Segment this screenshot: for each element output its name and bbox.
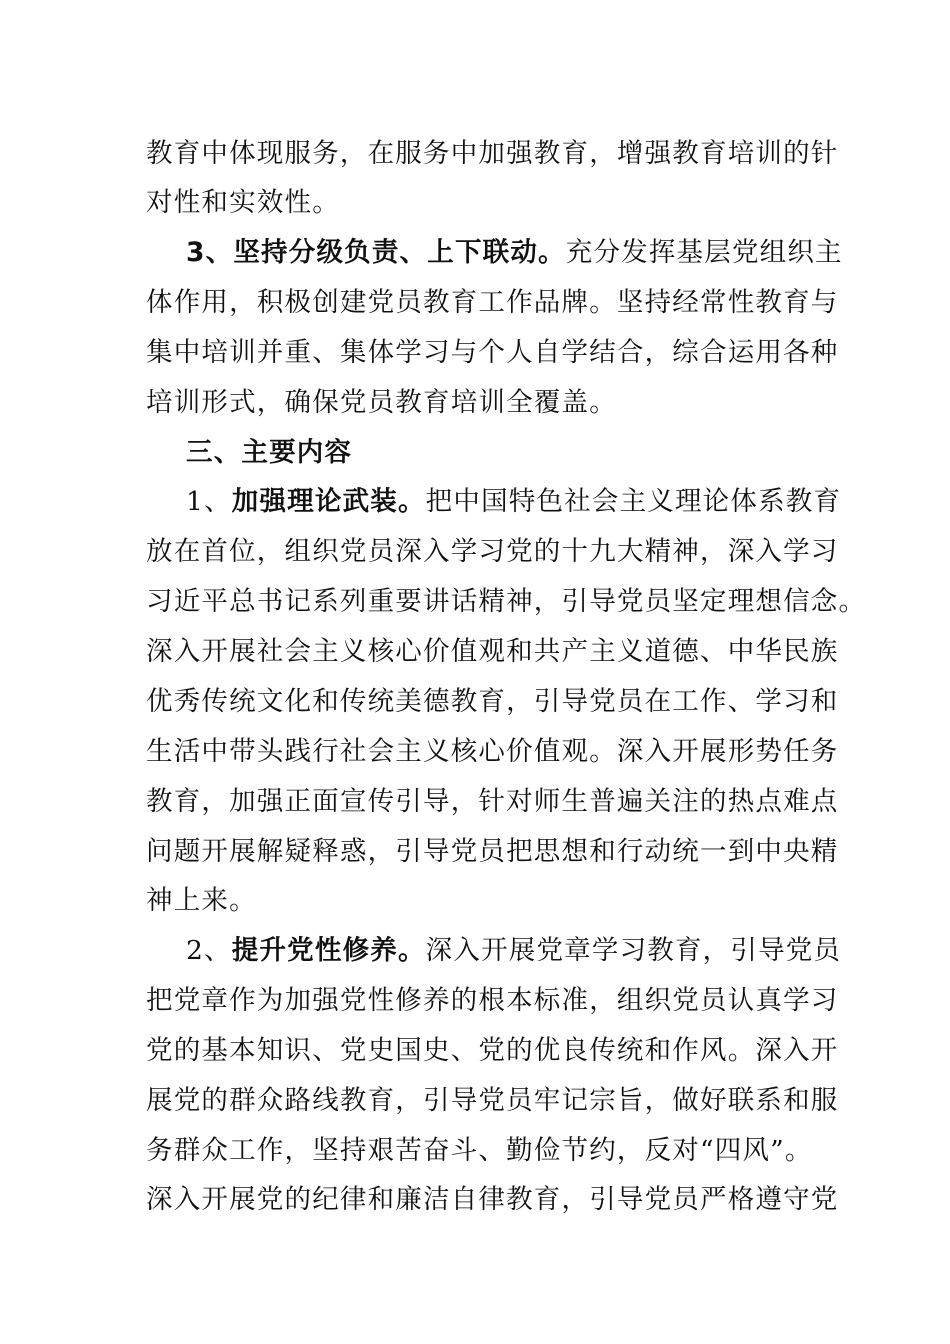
- text-line: 对性和实效性。: [146, 187, 340, 218]
- text-line: 深入开展社会主义核心价值观和共产主义道德、中华民族: [146, 636, 839, 667]
- text-run: 深入开展党章学习教育，引导党员: [425, 935, 842, 966]
- text-line: 把党章作为加强党性修养的根本标准，组织党员认真学习: [146, 985, 839, 1016]
- section-3-lead: 3、坚持分级负责、上下联动。: [186, 237, 566, 268]
- text-line: 习近平总书记系列重要讲话精神，引导党员坚定理想信念。: [146, 586, 867, 617]
- text-line: 培训形式，确保党员教育培训全覆盖。: [146, 387, 617, 418]
- item-1-lead: 加强理论武装。: [231, 486, 426, 517]
- section-heading: 三、主要内容: [186, 437, 353, 468]
- text-line: 神上来。: [146, 885, 257, 916]
- item-2-lead: 提升党性修养。: [231, 935, 426, 966]
- item-number: 2、: [186, 935, 232, 966]
- text-line: 教育中体现服务，在服务中加强教育，增强教育培训的针: [146, 138, 839, 169]
- section-3-heading-line: [186, 236, 843, 270]
- text-line: 深入开展党的纪律和廉洁自律教育，引导党员严格遵守党: [146, 1184, 839, 1215]
- text-line: 党的基本知识、党史国史、党的优良传统和作风。深入开: [146, 1035, 839, 1066]
- item-number: 1、: [186, 486, 232, 517]
- text-line: 放在首位，组织党员深入学习党的十九大精神，深入学习: [146, 536, 839, 567]
- text-line: 集中培训并重、集体学习与个人自学结合，综合运用各种: [146, 337, 839, 368]
- text-line: 问题开展解疑释惑，引导党员把思想和行动统一到中央精: [146, 836, 839, 867]
- text-line: 展党的群众路线教育，引导党员牢记宗旨，做好联系和服: [146, 1085, 839, 1116]
- item-2-heading-line: [186, 934, 841, 968]
- text-line: 体作用，积极创建党员教育工作品牌。坚持经常性教育与: [146, 287, 839, 318]
- text-line: 优秀传统文化和传统美德教育，引导党员在工作、学习和: [146, 686, 839, 717]
- item-1-heading-line: [186, 485, 841, 519]
- text-line: 务群众工作，坚持艰苦奋斗、勤俭节约，反对“四风”。: [146, 1135, 813, 1166]
- text-line: 生活中带头践行社会主义核心价值观。深入开展形势任务: [146, 736, 839, 767]
- text-line: 教育，加强正面宣传引导，针对师生普遍关注的热点难点: [146, 786, 839, 817]
- text-run: 把中国特色社会主义理论体系教育: [425, 486, 842, 517]
- text-run: 充分发挥基层党组织主: [565, 237, 843, 268]
